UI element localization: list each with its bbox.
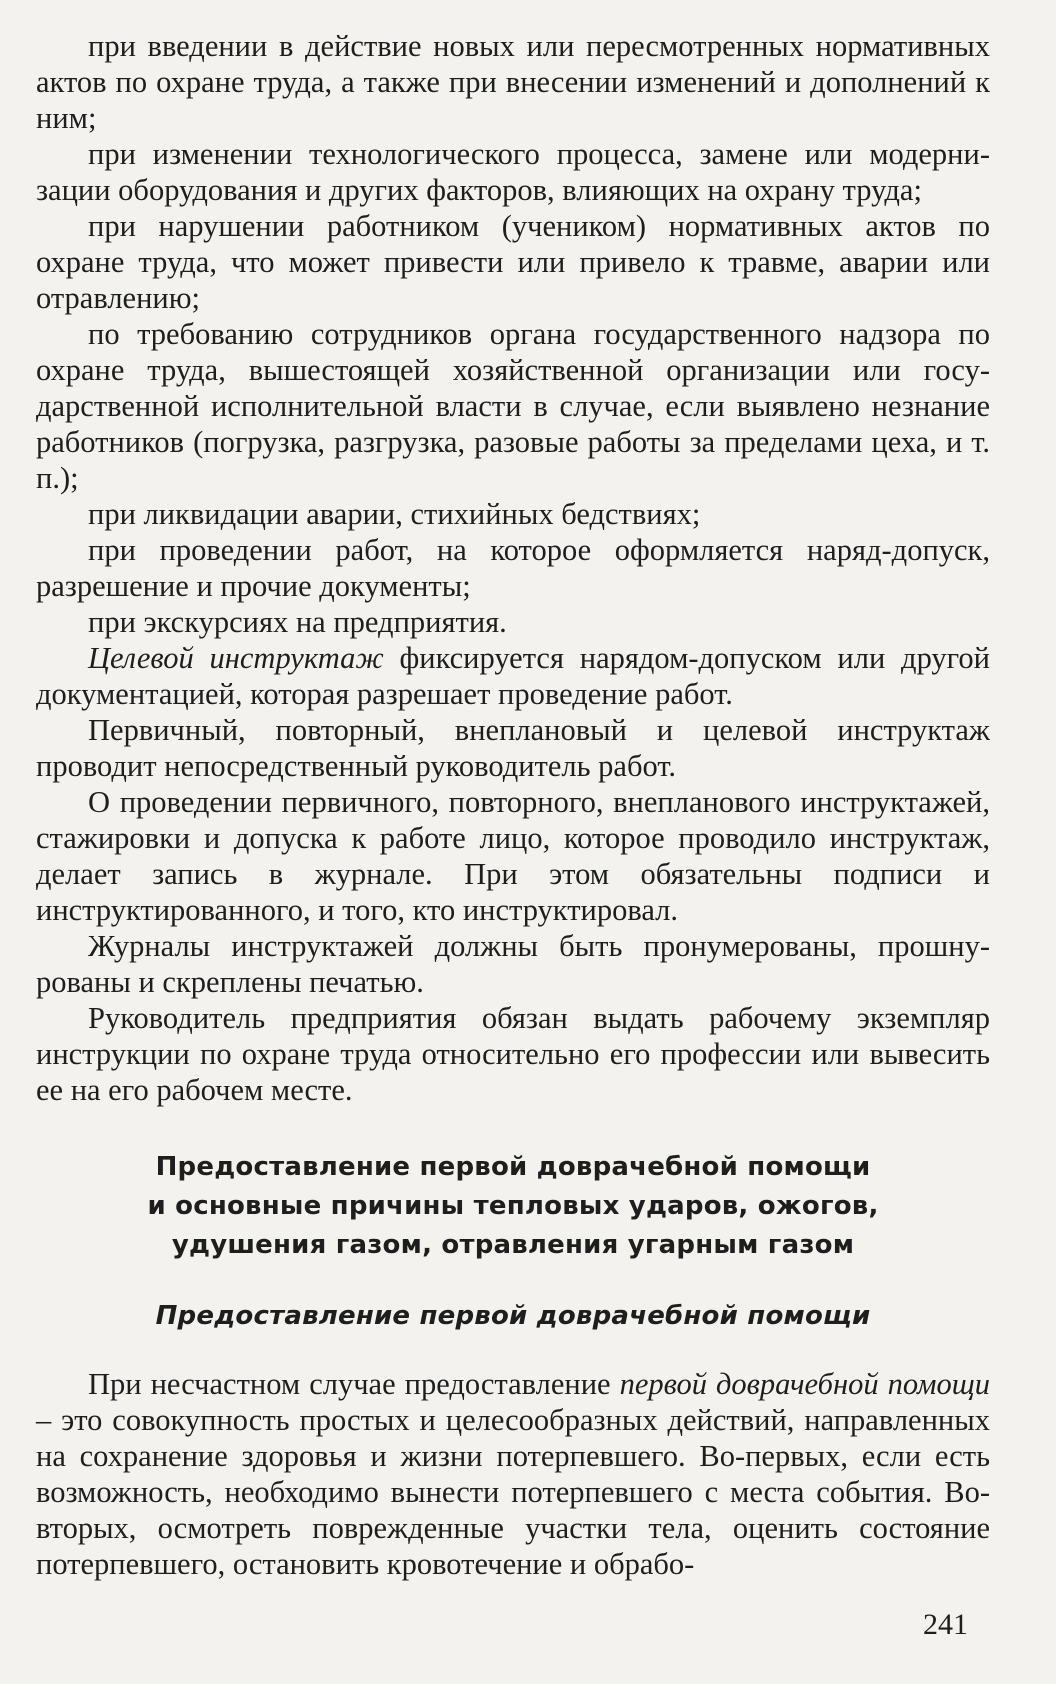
paragraph: при проведении работ, на которое оформляется наряд-допуск, разрешение и прочие документы; (36, 533, 990, 603)
paragraph: при введении в действие новых или пересмотренных нормативных актов по охране труда, а также при внесении изменений и дополнений к ним; (36, 29, 990, 135)
section-heading (36, 1148, 990, 1265)
first-aid-term: первой доврачебной помощи (619, 1367, 990, 1401)
paragraph: О проведении первичного, повторного, внепланового инструктажей, стажировки и допуска к работе лицо, которое проводило инструктаж, делает запись в журнале. При этом обязательны подписи и инструктированного, и того, кто инструктировал. (36, 785, 990, 927)
paragraph: Руководитель предприятия обязан выдать рабочему экземпляр инструкции по охране труда относительно его профессии или вывесить ее на его рабочем месте. (36, 1001, 990, 1107)
page-number: 241 (923, 1608, 968, 1641)
paragraph: по требованию сотрудников органа государственного надзора по охране труда, вышестоящей хозяйственной организации или государственной исполнительной власти в случае, если выявлено незнание работников (погрузка, разгрузка, разовые работы за пределами цеха, и т. п.); (36, 317, 990, 495)
section-heading-line: и основные причины тепловых ударов, ожогов, (147, 1191, 879, 1221)
paragraph: Первичный, повторный, внеплановый и целевой инструктаж проводит непосредственный руководитель работ. (36, 713, 990, 783)
subsection-heading: Предоставление первой доврачебной помощи (155, 1301, 871, 1331)
first-aid-paragraph (36, 1366, 990, 1582)
page-body (36, 28, 990, 1582)
paragraph: при экскурсиях на предприятия. (88, 605, 507, 639)
paragraph: при изменении технологического процесса, замене или модернизации оборудования и других факторов, влияющих на охрану труда; (36, 137, 990, 207)
paragraph: Журналы инструктажей должны быть пронумерованы, прошнурованы и скреплены печатью. (36, 929, 990, 999)
targeted-briefing-paragraph (36, 640, 990, 712)
section-heading-line: Предоставление первой доврачебной помощи (155, 1152, 871, 1182)
section-heading-line: удушения газом, отравления угарным газом (171, 1230, 855, 1260)
targeted-briefing-term: Целевой инструктаж (88, 641, 384, 675)
paragraph: при нарушении работником (учеником) нормативных актов по охране труда, что может привести или привело к травме, аварии или отравлению; (36, 209, 990, 315)
paragraph: при ликвидации аварии, стихийных бедствиях; (88, 497, 701, 531)
targeted-briefing-text: фиксируется нарядом-допуском или другой документацией, которая разрешает проведение работ. (36, 641, 990, 711)
first-aid-text-after: – это совокупность простых и целесообразных действий, направленных на сохранение здоровья и жизни потерпевшего. Во-первых, если есть возможность, необходимо вынести потерпевшего с места события. Во-вторых, осмотреть поврежденные участки тела, оценить состояние потерпевшего, остановить кровотечение и обрабо- (36, 1403, 990, 1581)
first-aid-text-before: При несчастном случае предоставление (88, 1367, 620, 1401)
